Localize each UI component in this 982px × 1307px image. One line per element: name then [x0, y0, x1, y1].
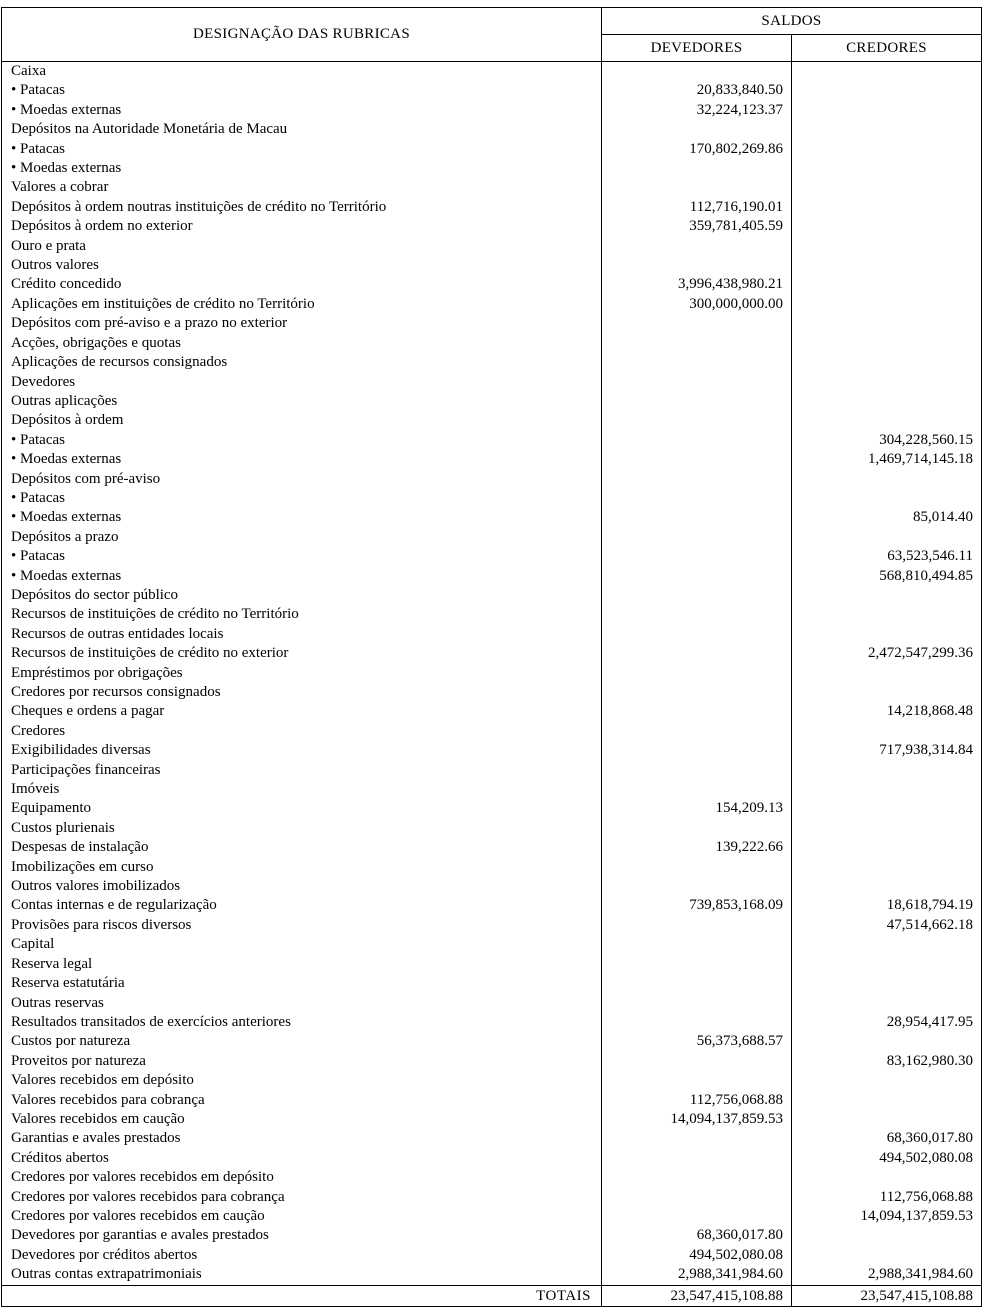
table-row [2, 314, 982, 333]
totals-label: TOTAIS [2, 1285, 602, 1306]
rubrica-label: Depósitos com pré-aviso e a prazo no exterior [2, 314, 602, 333]
table-row [2, 1207, 982, 1226]
credores-value [792, 275, 982, 294]
credores-value: 2,988,341,984.60 [792, 1265, 982, 1285]
devedores-value [602, 334, 792, 353]
rubrica-label: Cheques e ordens a pagar [2, 702, 602, 721]
devedores-value: 139,222.66 [602, 838, 792, 857]
table-row [2, 508, 982, 527]
devedores-value: 154,209.13 [602, 799, 792, 818]
rubrica-label: Valores recebidos para cobrança [2, 1091, 602, 1110]
table-row [2, 1188, 982, 1207]
credores-value [792, 470, 982, 489]
rubrica-label: Recursos de instituições de crédito no exterior [2, 644, 602, 663]
devedores-value [602, 314, 792, 333]
table-row [2, 470, 982, 489]
rubrica-label: Capital [2, 935, 602, 954]
credores-value [792, 256, 982, 275]
rubrica-label: Devedores [2, 373, 602, 392]
devedores-value [602, 664, 792, 683]
devedores-value: 112,756,068.88 [602, 1091, 792, 1110]
devedores-value [602, 683, 792, 702]
table-row [2, 664, 982, 683]
rubrica-label: Caixa [2, 62, 602, 82]
devedores-value: 14,094,137,859.53 [602, 1110, 792, 1129]
rubrica-label: Custos por natureza [2, 1032, 602, 1051]
table-row [2, 741, 982, 760]
credores-value [792, 935, 982, 954]
table-row [2, 955, 982, 974]
devedores-value [602, 586, 792, 605]
devedores-value: 68,360,017.80 [602, 1226, 792, 1245]
table-row [2, 489, 982, 508]
devedores-value [602, 994, 792, 1013]
rubrica-label: Devedores por garantias e avales prestados [2, 1226, 602, 1245]
credores-value [792, 819, 982, 838]
table-row [2, 1129, 982, 1148]
rubrica-label: • Moedas externas [2, 567, 602, 586]
table-row [2, 1168, 982, 1187]
devedores-value [602, 373, 792, 392]
table-row [2, 120, 982, 139]
rubrica-label: Imóveis [2, 780, 602, 799]
devedores-value: 56,373,688.57 [602, 1032, 792, 1051]
credores-value: 2,472,547,299.36 [792, 644, 982, 663]
rubrica-label: Ouro e prata [2, 237, 602, 256]
table-row [2, 81, 982, 100]
credores-value: 717,938,314.84 [792, 741, 982, 760]
credores-value [792, 334, 982, 353]
devedores-value [602, 547, 792, 566]
rubrica-label: Provisões para riscos diversos [2, 916, 602, 935]
rubrica-label: Depósitos do sector público [2, 586, 602, 605]
credores-value [792, 1246, 982, 1265]
devedores-value [602, 702, 792, 721]
rubrica-label: Outras contas extrapatrimoniais [2, 1265, 602, 1285]
rubrica-label: Outras aplicações [2, 392, 602, 411]
credores-value [792, 955, 982, 974]
table-row [2, 1226, 982, 1245]
credores-value [792, 217, 982, 236]
totals-row [2, 1285, 982, 1306]
devedores-value [602, 1129, 792, 1148]
rubrica-label: Outros valores imobilizados [2, 877, 602, 896]
table-row [2, 1149, 982, 1168]
rubrica-label: • Patacas [2, 81, 602, 100]
rubrica-label: Outros valores [2, 256, 602, 275]
credores-value [792, 178, 982, 197]
totals-devedores-value: 23,547,415,108.88 [602, 1285, 792, 1306]
credores-value [792, 81, 982, 100]
devedores-value [602, 1188, 792, 1207]
credores-value [792, 586, 982, 605]
rubrica-label: Exigibilidades diversas [2, 741, 602, 760]
rubrica-label: Credores por valores recebidos para cobrança [2, 1188, 602, 1207]
column-header-credores: CREDORES [792, 35, 982, 62]
table-row [2, 411, 982, 430]
credores-value [792, 159, 982, 178]
devedores-value [602, 567, 792, 586]
devedores-value [602, 256, 792, 275]
credores-value: 304,228,560.15 [792, 431, 982, 450]
devedores-value [602, 974, 792, 993]
table-row [2, 994, 982, 1013]
credores-value [792, 1110, 982, 1129]
devedores-value: 3,996,438,980.21 [602, 275, 792, 294]
rubrica-label: Empréstimos por obrigações [2, 664, 602, 683]
rubrica-label: Reserva legal [2, 955, 602, 974]
table-row [2, 799, 982, 818]
devedores-value [602, 1071, 792, 1090]
devedores-value [602, 508, 792, 527]
credores-value [792, 974, 982, 993]
table-row [2, 916, 982, 935]
table-row [2, 702, 982, 721]
table-row [2, 295, 982, 314]
credores-value [792, 683, 982, 702]
column-header-rubricas: DESIGNAÇÃO DAS RUBRICAS [2, 8, 602, 62]
table-row [2, 644, 982, 663]
devedores-value [602, 1052, 792, 1071]
devedores-value [602, 1013, 792, 1032]
credores-value [792, 1071, 982, 1090]
credores-value: 47,514,662.18 [792, 916, 982, 935]
credores-value [792, 722, 982, 741]
credores-value [792, 625, 982, 644]
devedores-value: 112,716,190.01 [602, 198, 792, 217]
rubrica-label: • Moedas externas [2, 101, 602, 120]
devedores-value: 170,802,269.86 [602, 140, 792, 159]
column-header-saldos: SALDOS [602, 8, 982, 35]
credores-value [792, 373, 982, 392]
table-row [2, 1013, 982, 1032]
table-row [2, 1032, 982, 1051]
rubrica-label: • Moedas externas [2, 159, 602, 178]
devedores-value: 494,502,080.08 [602, 1246, 792, 1265]
rubrica-label: Proveitos por natureza [2, 1052, 602, 1071]
devedores-value [602, 1207, 792, 1226]
credores-value [792, 120, 982, 139]
credores-value: 14,218,868.48 [792, 702, 982, 721]
devedores-value [602, 722, 792, 741]
credores-value [792, 1226, 982, 1245]
rubrica-label: Depósitos à ordem noutras instituições de crédito no Território [2, 198, 602, 217]
table-row [2, 761, 982, 780]
column-header-devedores: DEVEDORES [602, 35, 792, 62]
table-row [2, 605, 982, 624]
rubrica-label: Contas internas e de regularização [2, 896, 602, 915]
credores-value [792, 858, 982, 877]
table-row [2, 838, 982, 857]
credores-value [792, 994, 982, 1013]
rubrica-label: Resultados transitados de exercícios anteriores [2, 1013, 602, 1032]
devedores-value [602, 780, 792, 799]
rubrica-label: Credores por recursos consignados [2, 683, 602, 702]
credores-value: 63,523,546.11 [792, 547, 982, 566]
credores-value [792, 1091, 982, 1110]
table-row [2, 683, 982, 702]
table-row [2, 935, 982, 954]
devedores-value [602, 644, 792, 663]
credores-value [792, 198, 982, 217]
credores-value: 85,014.40 [792, 508, 982, 527]
table-row [2, 528, 982, 547]
rubrica-label: Depósitos a prazo [2, 528, 602, 547]
table-row [2, 431, 982, 450]
rubrica-label: Imobilizações em curso [2, 858, 602, 877]
rubrica-label: Despesas de instalação [2, 838, 602, 857]
rubrica-label: Depósitos à ordem no exterior [2, 217, 602, 236]
rubrica-label: Credores [2, 722, 602, 741]
devedores-value: 2,988,341,984.60 [602, 1265, 792, 1285]
credores-value [792, 237, 982, 256]
credores-value: 112,756,068.88 [792, 1188, 982, 1207]
devedores-value [602, 120, 792, 139]
devedores-value: 739,853,168.09 [602, 896, 792, 915]
credores-value [792, 101, 982, 120]
rubrica-label: Recursos de outras entidades locais [2, 625, 602, 644]
credores-value [792, 353, 982, 372]
credores-value: 28,954,417.95 [792, 1013, 982, 1032]
table-row [2, 1052, 982, 1071]
devedores-value [602, 741, 792, 760]
rubrica-label: Custos plurienais [2, 819, 602, 838]
credores-value [792, 799, 982, 818]
rubrica-label: Outras reservas [2, 994, 602, 1013]
devedores-value [602, 392, 792, 411]
credores-value [792, 605, 982, 624]
balance-table [1, 7, 982, 1307]
devedores-value [602, 1149, 792, 1168]
totals-credores-value: 23,547,415,108.88 [792, 1285, 982, 1306]
devedores-value [602, 178, 792, 197]
devedores-value [602, 411, 792, 430]
rubrica-label: • Patacas [2, 489, 602, 508]
table-row [2, 1246, 982, 1265]
credores-value [792, 877, 982, 896]
rubrica-label: Credores por valores recebidos em caução [2, 1207, 602, 1226]
table-row [2, 256, 982, 275]
credores-value [792, 1168, 982, 1187]
devedores-value [602, 955, 792, 974]
rubrica-label: Valores a cobrar [2, 178, 602, 197]
table-row [2, 353, 982, 372]
credores-value [792, 780, 982, 799]
credores-value: 1,469,714,145.18 [792, 450, 982, 469]
table-row [2, 780, 982, 799]
rubrica-label: Depósitos à ordem [2, 411, 602, 430]
rubrica-label: Valores recebidos em caução [2, 1110, 602, 1129]
devedores-value [602, 450, 792, 469]
table-row [2, 198, 982, 217]
rubrica-label: Depósitos com pré-aviso [2, 470, 602, 489]
table-row [2, 217, 982, 236]
rubrica-label: Aplicações em instituições de crédito no Território [2, 295, 602, 314]
table-row [2, 1265, 982, 1285]
table-row [2, 625, 982, 644]
rubrica-label: • Patacas [2, 140, 602, 159]
table-row [2, 101, 982, 120]
table-row [2, 722, 982, 741]
rubrica-label: Reserva estatutária [2, 974, 602, 993]
rubrica-label: Acções, obrigações e quotas [2, 334, 602, 353]
table-footer [2, 1285, 982, 1306]
credores-value [792, 140, 982, 159]
rubrica-label: • Moedas externas [2, 508, 602, 527]
rubrica-label: Equipamento [2, 799, 602, 818]
devedores-value [602, 819, 792, 838]
devedores-value [602, 1168, 792, 1187]
table-row [2, 159, 982, 178]
rubrica-label: Valores recebidos em depósito [2, 1071, 602, 1090]
table-row [2, 819, 982, 838]
devedores-value: 32,224,123.37 [602, 101, 792, 120]
devedores-value [602, 761, 792, 780]
credores-value [792, 1032, 982, 1051]
table-row [2, 974, 982, 993]
credores-value [792, 295, 982, 314]
table-row [2, 275, 982, 294]
rubrica-label: Credores por valores recebidos em depósito [2, 1168, 602, 1187]
table-row [2, 450, 982, 469]
devedores-value [602, 62, 792, 82]
credores-value: 568,810,494.85 [792, 567, 982, 586]
table-row [2, 62, 982, 82]
rubrica-label: Créditos abertos [2, 1149, 602, 1168]
table-row [2, 547, 982, 566]
rubrica-label: Recursos de instituições de crédito no Território [2, 605, 602, 624]
credores-value: 68,360,017.80 [792, 1129, 982, 1148]
rubrica-label: • Moedas externas [2, 450, 602, 469]
devedores-value [602, 470, 792, 489]
table-body [2, 62, 982, 1286]
credores-value: 83,162,980.30 [792, 1052, 982, 1071]
credores-value: 18,618,794.19 [792, 896, 982, 915]
table-row [2, 1110, 982, 1129]
rubrica-label: Depósitos na Autoridade Monetária de Macau [2, 120, 602, 139]
devedores-value [602, 858, 792, 877]
devedores-value [602, 877, 792, 896]
devedores-value: 20,833,840.50 [602, 81, 792, 100]
devedores-value [602, 625, 792, 644]
rubrica-label: Crédito concedido [2, 275, 602, 294]
rubrica-label: Garantias e avales prestados [2, 1129, 602, 1148]
devedores-value: 359,781,405.59 [602, 217, 792, 236]
credores-value [792, 664, 982, 683]
credores-value [792, 838, 982, 857]
credores-value [792, 392, 982, 411]
devedores-value [602, 237, 792, 256]
rubrica-label: • Patacas [2, 431, 602, 450]
devedores-value: 300,000,000.00 [602, 295, 792, 314]
table-row [2, 392, 982, 411]
credores-value [792, 528, 982, 547]
rubrica-label: • Patacas [2, 547, 602, 566]
table-row [2, 896, 982, 915]
table-row [2, 334, 982, 353]
rubrica-label: Participações financeiras [2, 761, 602, 780]
devedores-value [602, 353, 792, 372]
rubrica-label: Devedores por créditos abertos [2, 1246, 602, 1265]
credores-value [792, 761, 982, 780]
rubrica-label: Aplicações de recursos consignados [2, 353, 602, 372]
devedores-value [602, 528, 792, 547]
devedores-value [602, 159, 792, 178]
devedores-value [602, 605, 792, 624]
table-row [2, 567, 982, 586]
table-row [2, 237, 982, 256]
devedores-value [602, 489, 792, 508]
table-row [2, 373, 982, 392]
credores-value [792, 314, 982, 333]
credores-value [792, 489, 982, 508]
credores-value [792, 62, 982, 82]
table-row [2, 140, 982, 159]
devedores-value [602, 935, 792, 954]
devedores-value [602, 431, 792, 450]
table-row [2, 1091, 982, 1110]
table-row [2, 178, 982, 197]
table-row [2, 586, 982, 605]
credores-value: 494,502,080.08 [792, 1149, 982, 1168]
table-header [2, 8, 982, 62]
table-row [2, 858, 982, 877]
devedores-value [602, 916, 792, 935]
table-row [2, 877, 982, 896]
credores-value [792, 411, 982, 430]
credores-value: 14,094,137,859.53 [792, 1207, 982, 1226]
table-row [2, 1071, 982, 1090]
